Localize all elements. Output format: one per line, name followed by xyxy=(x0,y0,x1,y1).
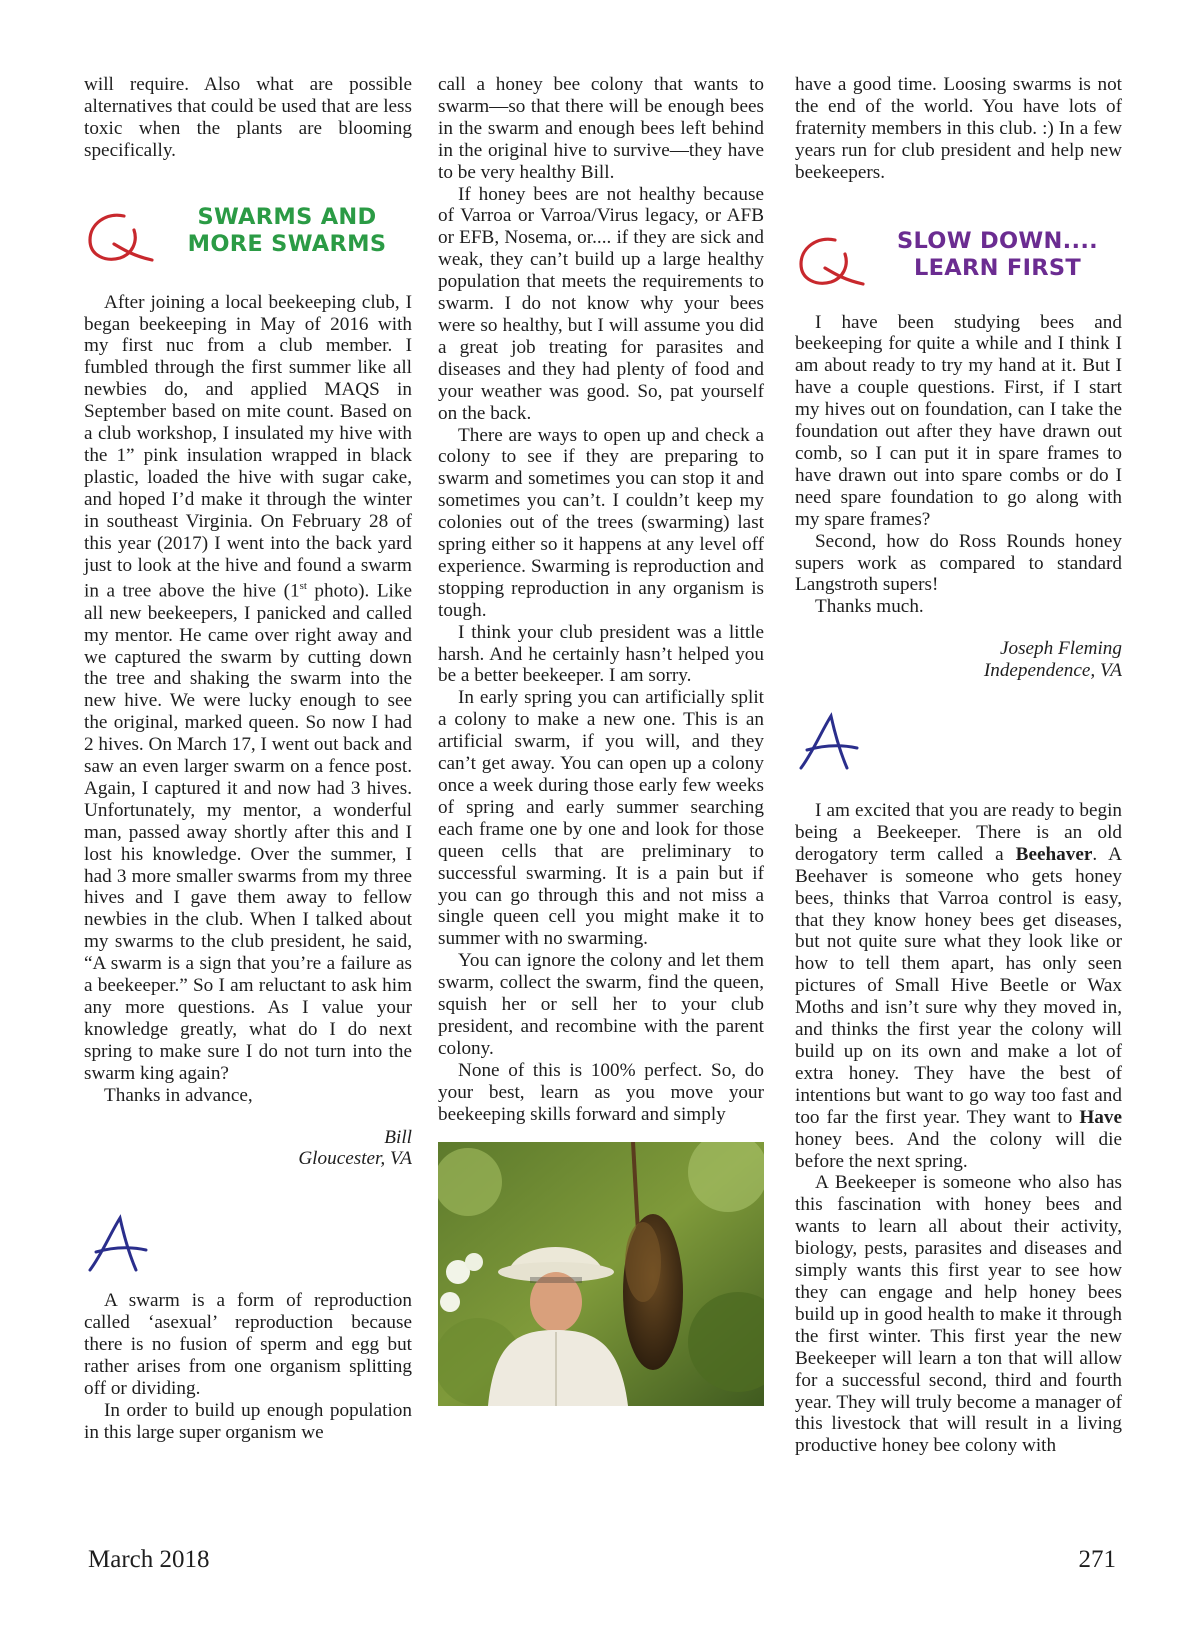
question-title: SWARMS AND MORE SWARMS xyxy=(187,203,387,257)
thanks-line: Thanks in advance, xyxy=(104,1084,253,1106)
signature-place: Independence, VA xyxy=(983,660,1122,682)
question-heading-slow-down xyxy=(795,228,1122,312)
answer-paragraph-2: A Beekeeper is someone who also has this fascination with honey bees and wants to learn all about their activity, biology, pests, parasites and diseases and simply wants this first year to see how they can engage and help honey bees build up in good health to make it through the first winter. This first year the new Beekeeper will learn a ton that will allow for a successful second, third and fourth year. They will truly become a manager of this livestock that will result in a living productive honey bee colony with xyxy=(795,1172,1122,1457)
answer-paragraph: If honey bees are not healthy because of Varroa or Varroa/Virus legacy, or AFB or EFB, Nosema, or.... if they are sick and weak, they can’t build up a large healthy population that meets the requirements to swarm. I do not know why your bees were so healthy, but I will assume you did a great job treating for parasites and diseases and they had plenty of food and your weather was good. So, pat yourself on the back. xyxy=(438,183,764,424)
signature-place: Gloucester, VA xyxy=(298,1148,412,1170)
question-paragraph: Second, how do Ross Rounds honey supers work as compared to standard Langstroth supers! xyxy=(795,530,1122,596)
answer-continued: have a good time. Loosing swarms is not the end of the world. You have lots of fraternity members in this club. :) In a few years run for club president and help new beekeepers. xyxy=(795,74,1122,183)
a-letter-icon xyxy=(84,1214,154,1276)
column-3 xyxy=(795,74,1122,1457)
column-1 xyxy=(84,74,412,1444)
q-letter-icon xyxy=(795,234,867,290)
answer-paragraph-2: In order to build up enough population in this large super organism we xyxy=(84,1399,412,1443)
question-paragraph: I have been studying bees and beekeeping for quite a while and I think I am about ready to try my hand at it. But I have a couple questions. First, if I start my hives out on foundation, can I take the foundation out after they have drawn out comb, so I can put it in spare frames to have drawn out into spare combs or do I need spare foundation to go along with my spare frames? xyxy=(795,311,1122,530)
answer-paragraph: In early spring you can artificially split a colony to make a new one. This is an artificial swarm, if you will, and they can’t get away. You can open up a colony once a week during those early few weeks of spring and early summer searching each frame one by one and look for those queen cells that are preliminary to successful swarming. It is a pain but if you can go through this and not miss a single queen cell you might make it to summer with no swarming. xyxy=(438,687,764,950)
a-letter-icon xyxy=(795,712,865,774)
answer-paragraph: None of this is 100% perfect. So, do your best, learn as you move your beekeeping skills forward and simply xyxy=(438,1059,764,1125)
beekeeper-swarm-photo xyxy=(438,1142,764,1406)
footer-page-number: 271 xyxy=(1078,1546,1116,1573)
answer-paragraph: You can ignore the colony and let them swarm, collect the swarm, find the queen, squish her or sell her to your club president, and recombine with the parent colony. xyxy=(438,950,764,1059)
signature-name: Bill xyxy=(384,1126,412,1148)
column-2 xyxy=(438,74,764,1406)
question-title: SLOW DOWN.... LEARN FIRST xyxy=(896,227,1099,281)
answer-paragraph: There are ways to open up and check a colony to see if they are preparing to swarm and sometimes you can stop it and sometimes you can’t. I couldn’t keep my colonies out of the trees (swarming) last spring either so it happens at any level off experience. Swarming is reproduction and stopping reproduction in any organism is tough. xyxy=(438,424,764,621)
answer-paragraph-1: I am excited that you are ready to begin being a Beekeeper. There is an old derogatory term called a Beehaver. A Beehaver is someone who gets honey bees, thinks that Varroa control is easy, that they know honey bees get diseases, but not quite sure what they look like or how to tell them apart, has only seen pictures of Small Hive Beetle or Wax Moths and isn’t sure why they moved in, and thinks the first year the colony will build up on its own and make a lot of extra honey. They have the best of intentions but want to go way too fast and too far the first year. They want to Have honey bees. And the colony will die before the next spring. xyxy=(795,800,1122,1172)
signature-name: Joseph Fleming xyxy=(999,638,1122,660)
answer-continued: call a honey bee colony that wants to swarm—so that there will be enough bees in the swarm and enough bees left behind in the original hive to survive—they have to be very healthy Bill. xyxy=(438,74,764,183)
answer-paragraph: I think your club president was a little harsh. And he certainly hasn’t helped you be a better beekeeper. I am sorry. xyxy=(438,621,764,687)
footer-issue-date: March 2018 xyxy=(88,1546,210,1573)
q-letter-icon xyxy=(84,210,156,266)
question-heading-swarms xyxy=(84,204,412,292)
question-paragraph: After joining a local beekeeping club, I began beekeeping in May of 2016 with my first nuc from a club member. I fumbled through the first summer like all newbies do, and applied MAQS in September based on mite count. Based on a club workshop, I insulated my hive with the 1” pink insulation wrapped in black plastic, loaded the hive with sugar cake, and hoped I’d make it through the winter in southeast Virginia. On February 28 of this year (2017) I went into the back yard just to look at the hive and found a swarm in a tree above the hive (1st photo). Like all new beekeepers, I panicked and called my mentor. He came over right away and we captured the swarm by cutting down the tree and shaking the swarm into the new hive. We were lucky enough to see the original, marked queen. So now I had 2 hives. On March 17, I went out back and saw an even larger swarm on a fence post. Again, I captured it and now had 3 hives. Unfortunately, my mentor, a wonderful man, passed away shortly after this and I lost his knowledge. Over the summer, I had 3 more smaller swarms from my three hives and I gave them away to fellow newbies in the club. When I talked about my swarms to the club president, he said, “A swarm is a sign that you’re a failure as a beekeeper.” So I am reluctant to ask him any more questions. As I value your knowledge greatly, what do I do next spring to make sure I do not turn into the swarm king again? xyxy=(84,291,412,1084)
intro-paragraph: will require. Also what are possible alternatives that could be used that are less toxic when the plants are blooming specifically. xyxy=(84,74,412,161)
thanks-line: Thanks much. xyxy=(815,596,924,618)
answer-paragraph-1: A swarm is a form of reproduction called ‘asexual’ reproduction because there is no fusion of sperm and egg but rather arises from one organism splitting off or dividing. xyxy=(84,1290,412,1399)
